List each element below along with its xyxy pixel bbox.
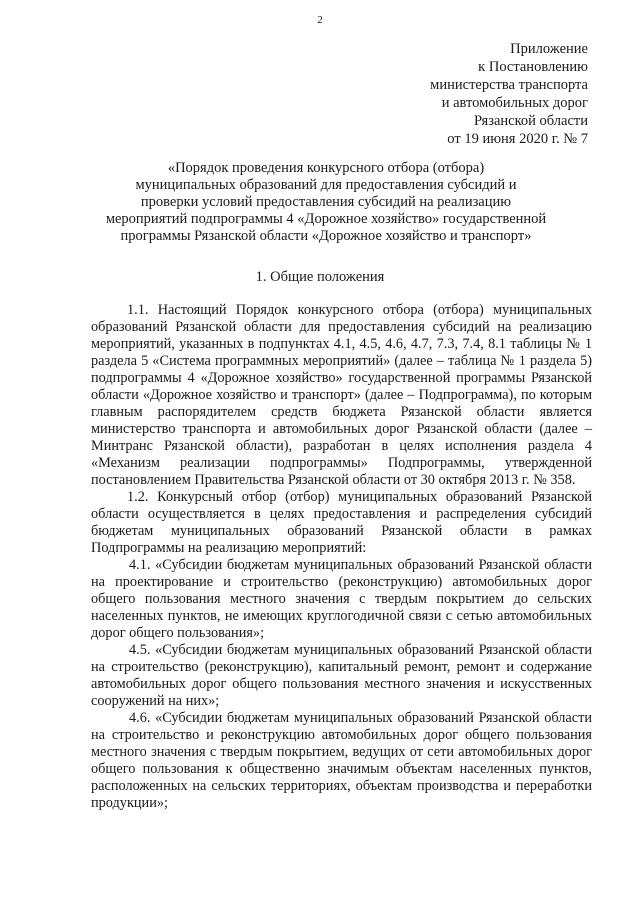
document-body — [91, 302, 592, 812]
approval-line: министерства транспорта — [430, 77, 588, 93]
title-line: мероприятий подпрограммы 4 «Дорожное хозяйство» государственной — [105, 211, 547, 227]
approval-line: и автомобильных дорог — [441, 95, 588, 111]
approval-line: Рязанской области — [474, 113, 588, 129]
page-number: 2 — [317, 14, 323, 26]
section-heading: 1. Общие положения — [255, 269, 385, 285]
title-line: муниципальных образований для предоставления субсидий и — [135, 177, 517, 193]
paragraph-1-2: 1.2. Конкурсный отбор (отбор) муниципальных образований Рязанской области осуществляется в целях предоставления и распределения субсидий бюджетам муниципальных образований Рязанской области в рамках Подпрограммы на реализацию мероприятий: — [91, 489, 592, 556]
title-line: программы Рязанской области «Дорожное хозяйство и транспорт» — [120, 228, 532, 244]
list-item-4-5: 4.5. «Субсидии бюджетам муниципальных образований Рязанской области на строительство (реконструкцию), капитальный ремонт, ремонт и содержание автомобильных дорог общего пользования местного значения и искусственных сооружений на них»; — [91, 642, 592, 709]
title-line: проверки условий предоставления субсидий на реализацию — [140, 194, 512, 210]
approval-block — [430, 40, 588, 148]
list-item-4-6: 4.6. «Субсидии бюджетам муниципальных образований Рязанской области на строительство и реконструкцию автомобильных дорог общего пользования местного значения с твердым покрытием, ведущих от сети автомобильных дорог общего пользования к общественно значимым объектам населенных пунктов, расположенных на сельских территориях, объектам производства и переработки продукции»; — [91, 710, 592, 811]
paragraph-1-1: 1.1. Настоящий Порядок конкурсного отбора (отбора) муниципальных образований Рязанской области для предоставления субсидий на реализацию мероприятий, указанных в подпунктах 4.1, 4.5, 4.6, 4.7, 7.3, 7.4, 8.1 таблицы № 1 раздела 5 «Система программных мероприятий» (далее – таблица № 1 раздела 5) подпрограммы 4 «Дорожное хозяйство» государственной программы Рязанской области «Дорожное хозяйство и транспорт» (далее – Подпрограмма), по которым главным распорядителем средств бюджета Рязанской области является министерство транспорта и автомобильных дорог Рязанской области (далее – Минтранс Рязанской области), разработан в целях исполнения раздела 4 «Механизм реализации подпрограммы» Подпрограммы, утвержденной постановлением Правительства Рязанской области от 30 октября 2013 г. № 358. — [91, 302, 592, 488]
document-title — [90, 160, 562, 245]
approval-line: к Постановлению — [478, 59, 588, 75]
title-line: «Порядок проведения конкурсного отбора (отбора) — [167, 160, 485, 176]
approval-line: Приложение — [510, 41, 588, 57]
list-item-4-1: 4.1. «Субсидии бюджетам муниципальных образований Рязанской области на проектирование и строительство (реконструкцию) автомобильных дорог общего пользования местного значения с твердым покрытием до сельских населенных пунктов, не имеющих круглогодичной связи с сетью автомобильных дорог общего пользования»; — [91, 557, 592, 641]
approval-line: от 19 июня 2020 г. № 7 — [447, 131, 588, 147]
